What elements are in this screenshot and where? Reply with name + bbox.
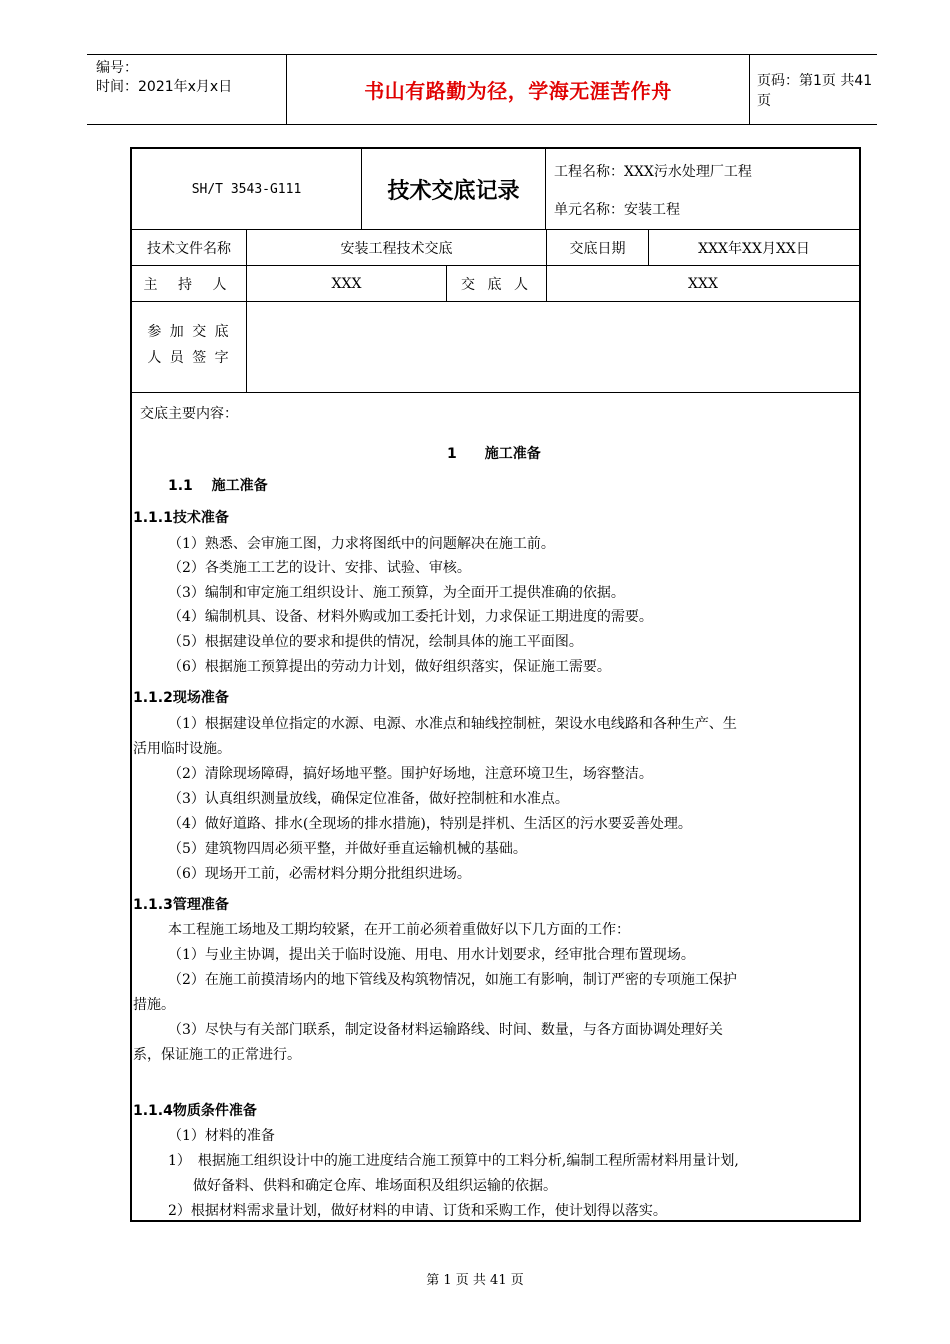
list-item: （4）做好道路、排水(全现场的排水措施)，特别是拌机、生活区的污水要妥善处理。 [168, 816, 692, 832]
list-item-continuation: 做好备料、供料和确定仓库、堆场面积及组织运输的依据。 [193, 1178, 557, 1194]
time-label: 时间：2021年x月x日 [96, 79, 233, 95]
list-item: （2）清除现场障碍，搞好场地平整。围护好场地，注意环境卫生，场容整洁。 [168, 766, 653, 782]
list-item: （3）尽快与有关部门联系，制定设备材料运输路线、时间、数量，与各方面协调处理好关 [168, 1022, 723, 1038]
row-divider [132, 392, 859, 393]
subsection-title: 1.1 施工准备 [168, 478, 268, 494]
presenter-label: 交 底 人 [461, 276, 532, 293]
content-intro: 交底主要内容： [140, 406, 238, 422]
list-item: （4）编制机具、设备、材料外购或加工委托计划，力求保证工期进度的需要。 [168, 609, 653, 625]
header-meta [96, 59, 286, 97]
list-item: （3）编制和审定施工组织设计、施工预算，为全面开工提供准确的依据。 [168, 585, 625, 601]
date-label: 交底日期 [569, 240, 626, 257]
attendees-label [132, 319, 246, 371]
form-code: SH/T 3543-G111 [191, 181, 302, 197]
header-motto: 书山有路勤为径，学海无涯苦作舟 [364, 79, 672, 103]
header-divider [749, 55, 750, 124]
col-divider [545, 149, 546, 229]
list-item: （1）与业主协调，提出关于临时设施、用电、用水计划要求，经审批合理布置现场。 [168, 947, 695, 963]
section-title: 1 施工准备 [447, 446, 541, 462]
list-item: （1）材料的准备 [168, 1128, 275, 1144]
presenter-value: XXX [688, 275, 718, 292]
header-page-info: 页码：第1页 共41页 [757, 72, 873, 109]
form-title: 技术交底记录 [387, 178, 520, 204]
list-item: （5）建筑物四周必须平整，并做好垂直运输机械的基础。 [168, 841, 527, 857]
list-item-continuation: 活用临时设施。 [133, 741, 231, 757]
page-header [87, 54, 877, 125]
date-value: XXX年XX月XX日 [698, 240, 810, 257]
heading-1-1-3: 1.1.3管理准备 [133, 897, 229, 913]
list-item: 1） 根据施工组织设计中的施工进度结合施工预算中的工料分析,编制工程所需材料用量计划, [168, 1153, 739, 1169]
list-item: （1）熟悉、会审施工图，力求将图纸中的问题解决在施工前。 [168, 536, 555, 552]
paragraph: 本工程施工场地及工期均较紧，在开工前必须着重做好以下几方面的工作： [168, 922, 630, 938]
attendees-label-line: 参 加 交 底 [147, 324, 231, 340]
list-item: （5）根据建设单位的要求和提供的情况，绘制具体的施工平面图。 [168, 634, 583, 650]
heading-1-1-1: 1.1.1技术准备 [133, 510, 229, 526]
project-name: 工程名称：XXX污水处理厂工程 [554, 164, 752, 180]
doc-name-label: 技术文件名称 [147, 240, 231, 257]
page-footer: 第 1 页 共 41 页 [426, 1273, 524, 1288]
host-value: XXX [331, 275, 362, 292]
serial-label: 编号： [96, 60, 138, 76]
list-item: （2）各类施工工艺的设计、安排、试验、审核。 [168, 560, 471, 576]
attendees-signature-area [247, 302, 859, 392]
heading-1-1-4: 1.1.4物质条件准备 [133, 1103, 257, 1119]
unit-name: 单元名称：安装工程 [554, 202, 680, 218]
list-item: （6）现场开工前，必需材料分期分批组织进场。 [168, 866, 471, 882]
technical-disclosure-form [130, 147, 861, 1222]
list-item: （3）认真组织测量放线，确保定位准备，做好控制桩和水准点。 [168, 791, 569, 807]
list-item-continuation: 措施。 [133, 997, 175, 1013]
attendees-label-line: 人 员 签 字 [147, 350, 231, 366]
list-item: （2）在施工前摸清场内的地下管线及构筑物情况，如施工有影响，制订严密的专项施工保护 [168, 972, 737, 988]
list-item: 2）根据材料需求量计划，做好材料的申请、订货和采购工作，使计划得以落实。 [168, 1203, 667, 1219]
heading-1-1-2: 1.1.2现场准备 [133, 690, 229, 706]
host-label: 主 持 人 [143, 276, 235, 293]
list-item: （6）根据施工预算提出的劳动力计划，做好组织落实，保证施工需要。 [168, 659, 611, 675]
list-item: （1）根据建设单位指定的水源、电源、水准点和轴线控制桩，架设水电线路和各种生产、生 [168, 716, 737, 732]
doc-name-value: 安装工程技术交底 [340, 240, 453, 257]
list-item-continuation: 系，保证施工的正常进行。 [133, 1047, 301, 1063]
